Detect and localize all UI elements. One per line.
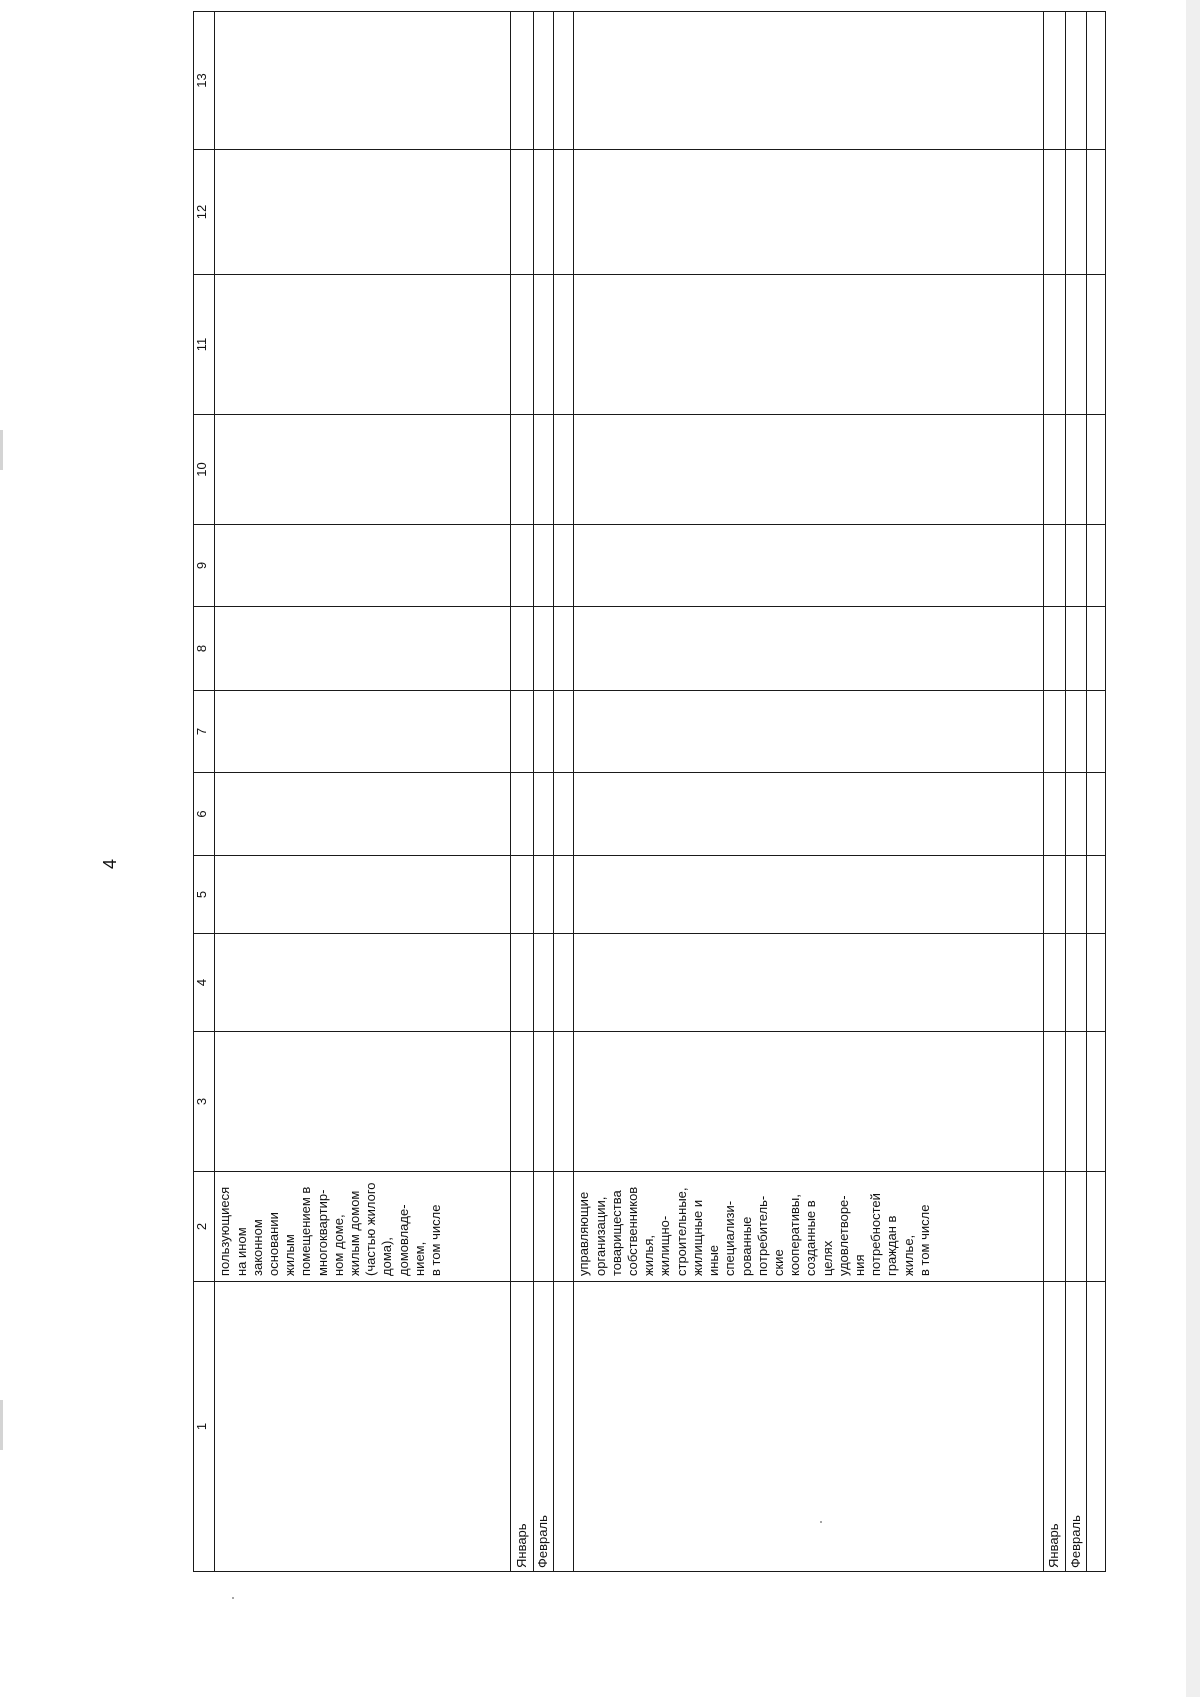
table-cell [1043, 934, 1065, 1032]
table-cell [1066, 773, 1086, 856]
table-cell [1066, 1172, 1086, 1282]
table-cell [554, 773, 574, 856]
table-cell [533, 415, 553, 525]
table-cell [1043, 773, 1065, 856]
category-label: пользующиеся на ином законном основании жилым помещением в многоквартир- ном доме, жилым домом (частью жилого дома), домовладе- нием, в том числе [215, 1172, 511, 1282]
table-cell [533, 1032, 553, 1172]
table-cell [1086, 12, 1105, 150]
table-cell [215, 275, 511, 415]
table-cell [215, 12, 511, 150]
table-cell [533, 691, 553, 773]
table-row [215, 12, 511, 1572]
table-cell [1043, 525, 1065, 607]
table-cell [215, 607, 511, 691]
table-cell [1086, 1172, 1105, 1282]
table-row [1066, 12, 1086, 1572]
table-cell [1086, 415, 1105, 525]
scan-left-edge-mark [0, 1400, 3, 1450]
table-cell [554, 1172, 574, 1282]
table-cell [533, 275, 553, 415]
column-number: 3 [194, 1032, 215, 1172]
table-cell [511, 607, 533, 691]
table-cell [574, 856, 1043, 934]
data-table [193, 11, 1106, 1572]
table-row [533, 12, 553, 1572]
table-cell [215, 150, 511, 275]
scan-left-edge-mark [0, 430, 3, 470]
table-cell [1086, 1032, 1105, 1172]
table-cell [1086, 525, 1105, 607]
table-cell [215, 415, 511, 525]
column-number: 8 [194, 607, 215, 691]
table-cell [1066, 12, 1086, 150]
column-number-row [194, 12, 215, 1572]
table-cell [554, 1032, 574, 1172]
table-cell [1043, 150, 1065, 275]
table-cell [511, 525, 533, 607]
table-cell [574, 934, 1043, 1032]
category-label: управляющие организации, товарищества собственников жилья, жилищно- строительные, жилищные и иные специализи- рованные потребитель- ские кооперативы, созданные в целях удовлетворе- ния потребностей граждан в жилье, в том числе [574, 1172, 1043, 1282]
table-cell [1066, 415, 1086, 525]
table-cell [1043, 1172, 1065, 1282]
table-cell [1043, 691, 1065, 773]
table-cell [215, 1282, 511, 1572]
table-cell [554, 856, 574, 934]
table-cell [554, 691, 574, 773]
table-cell [1066, 856, 1086, 934]
table-cell [1086, 856, 1105, 934]
table-cell [511, 150, 533, 275]
table-row [511, 12, 533, 1572]
table-cell [511, 12, 533, 150]
table-cell [533, 934, 553, 1032]
table-cell [574, 275, 1043, 415]
rotated-table-sheet [193, 73, 1106, 1572]
table-cell [554, 1282, 574, 1572]
month-label: Январь [511, 1282, 533, 1572]
table-cell [554, 150, 574, 275]
table-cell [1066, 150, 1086, 275]
table-cell [215, 773, 511, 856]
table-cell [1086, 275, 1105, 415]
month-label: Февраль [1066, 1282, 1086, 1572]
table-cell [574, 773, 1043, 856]
table-cell [1066, 525, 1086, 607]
column-number: 7 [194, 691, 215, 773]
table-cell [574, 607, 1043, 691]
column-number: 2 [194, 1172, 215, 1282]
table-cell [215, 691, 511, 773]
table-cell [574, 1032, 1043, 1172]
table-cell [574, 1282, 1043, 1572]
table-cell [215, 856, 511, 934]
scan-right-edge [1186, 0, 1200, 1697]
table-cell [215, 934, 511, 1032]
table-cell [554, 12, 574, 150]
table-cell [215, 1032, 511, 1172]
column-number: 9 [194, 525, 215, 607]
table-row [1043, 12, 1065, 1572]
table-cell [1086, 607, 1105, 691]
column-number: 10 [194, 415, 215, 525]
table-cell [1086, 691, 1105, 773]
column-number: 1 [194, 1282, 215, 1572]
table-cell [1043, 607, 1065, 691]
month-label: Январь [1043, 1282, 1065, 1572]
table-cell [574, 691, 1043, 773]
table-cell [533, 856, 553, 934]
table-cell [554, 275, 574, 415]
table-cell [1086, 150, 1105, 275]
table-cell [1043, 275, 1065, 415]
table-cell [511, 691, 533, 773]
table-cell [1086, 934, 1105, 1032]
table-cell [1066, 607, 1086, 691]
table-cell [1043, 856, 1065, 934]
table-cell [511, 934, 533, 1032]
table-cell [554, 607, 574, 691]
table-cell [511, 773, 533, 856]
table-cell [511, 1172, 533, 1282]
table-cell [215, 525, 511, 607]
column-number: 12 [194, 150, 215, 275]
table-cell [574, 12, 1043, 150]
table-cell [533, 150, 553, 275]
table-cell [1043, 1032, 1065, 1172]
table-row [574, 12, 1043, 1572]
column-number: 4 [194, 934, 215, 1032]
table-cell [511, 275, 533, 415]
table-cell [511, 415, 533, 525]
column-number: 6 [194, 773, 215, 856]
page-number: 4 [100, 859, 120, 870]
table-cell [511, 856, 533, 934]
table-cell [1066, 934, 1086, 1032]
table-cell [1086, 1282, 1105, 1572]
table-cell [1066, 275, 1086, 415]
table-row [554, 12, 574, 1572]
table-cell [533, 773, 553, 856]
table-cell [554, 525, 574, 607]
table-cell [511, 1032, 533, 1172]
table-cell [574, 150, 1043, 275]
table-row [1086, 12, 1105, 1572]
table-cell [533, 525, 553, 607]
column-number: 13 [194, 12, 215, 150]
column-number: 11 [194, 275, 215, 415]
table-cell [554, 415, 574, 525]
table-cell [574, 525, 1043, 607]
table-cell [533, 1172, 553, 1282]
column-number: 5 [194, 856, 215, 934]
table-cell [554, 934, 574, 1032]
table-cell [1043, 415, 1065, 525]
table-cell [1043, 12, 1065, 150]
table-cell [1086, 773, 1105, 856]
scan-speck [232, 1597, 234, 1599]
table-cell [1066, 691, 1086, 773]
table-cell [533, 12, 553, 150]
table-cell [533, 607, 553, 691]
table-cell [1066, 1032, 1086, 1172]
table-cell [574, 415, 1043, 525]
month-label: Февраль [533, 1282, 553, 1572]
